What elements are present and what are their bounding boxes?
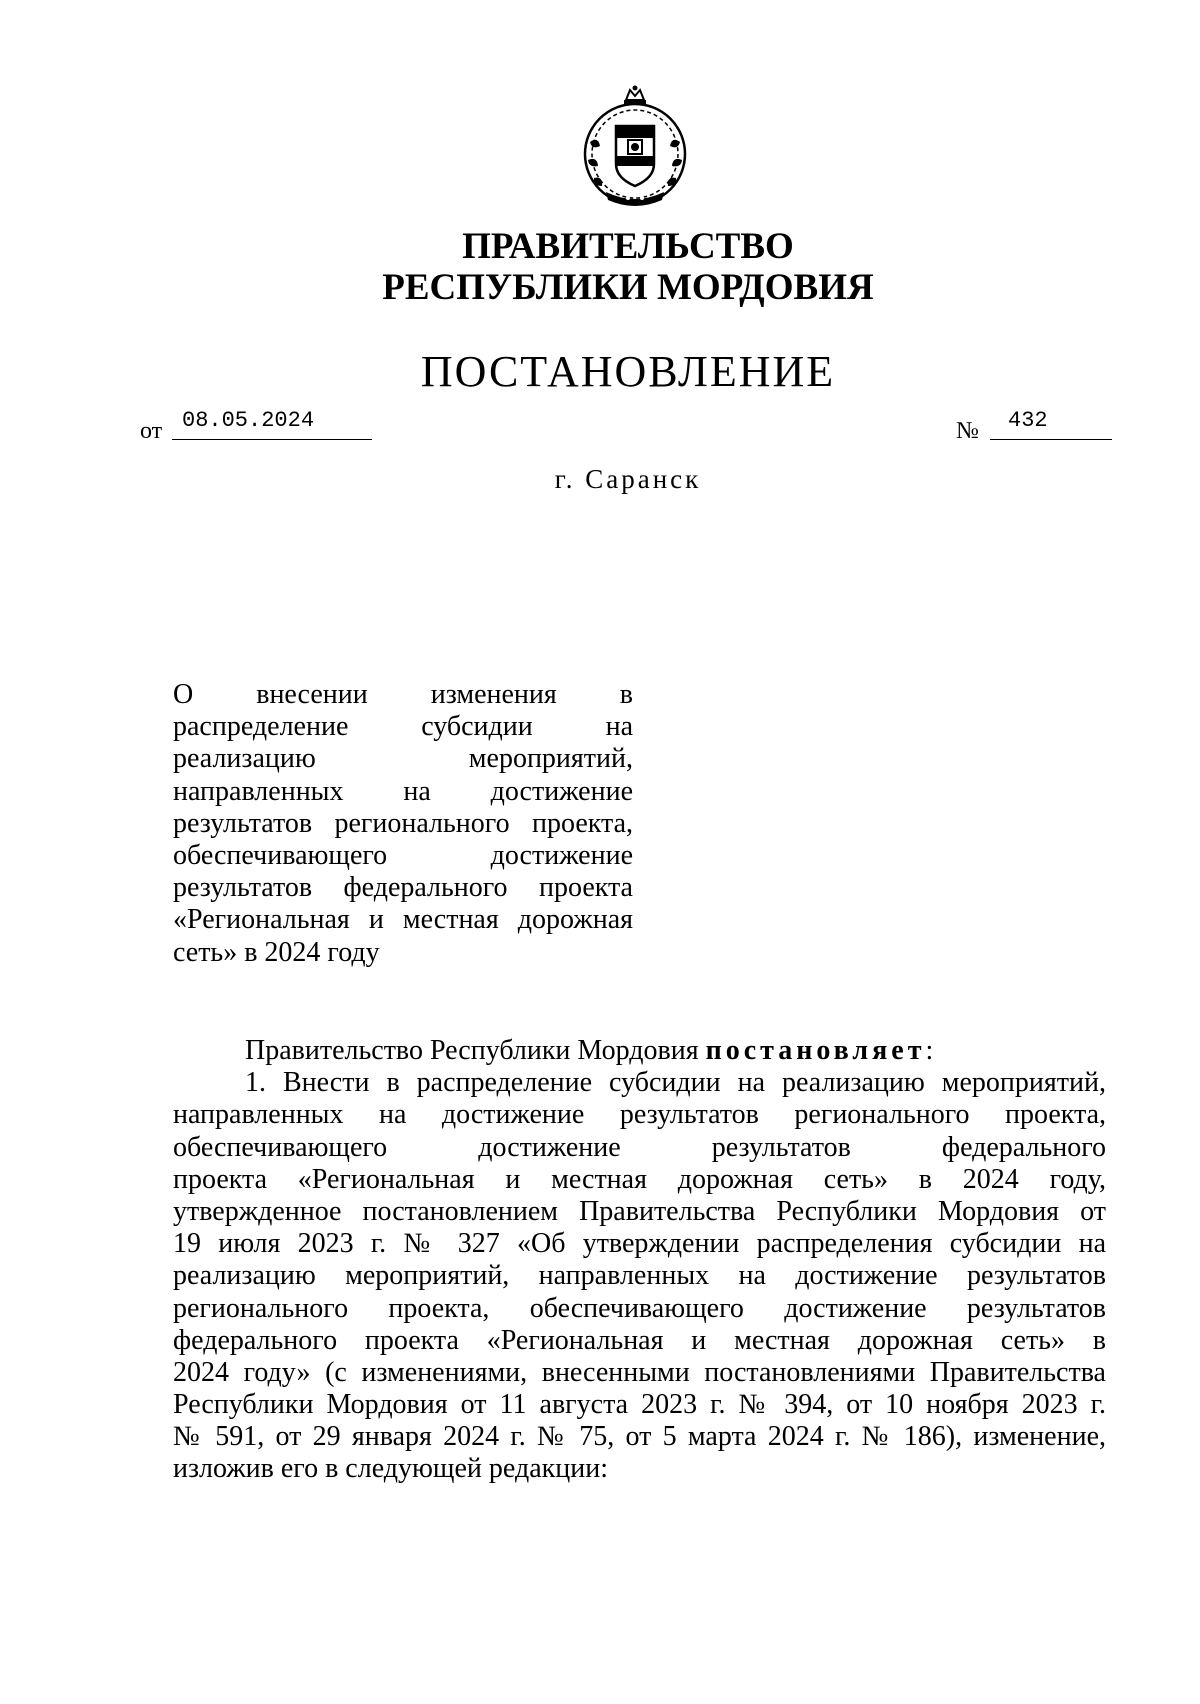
subject-line: сеть» в 2024 году [173, 936, 380, 968]
subject-line: результатов федерального проекта [173, 872, 633, 904]
document-type-title: ПОСТАНОВЛЕНИЕ [420, 347, 836, 396]
intro-suffix: : [925, 1035, 934, 1066]
coat-of-arms-icon [576, 82, 694, 212]
paragraph-line: Республики Мордовия от 11 августа 2023 г. № 394, от 10 ноября 2023 г. [173, 1389, 1106, 1421]
org-name-line1: ПРАВИТЕЛЬСТВО [462, 226, 794, 267]
intro-line [173, 1035, 1106, 1067]
date-label: от [140, 418, 163, 444]
subject-line: «Региональная и местная дорожная [173, 904, 633, 936]
intro-keyword: постановляет [705, 1035, 926, 1066]
paragraph-line: направленных на достижение результатов регионального проекта, [173, 1099, 1106, 1131]
intro-prefix: Правительство Республики Мордовия [245, 1035, 706, 1066]
paragraph-line: № 591, от 29 января 2024 г. № 75, от 5 марта 2024 г. № 186), изменение, [173, 1421, 1106, 1453]
subject-line: О внесении изменения в [173, 679, 633, 710]
number-label: № [956, 418, 979, 444]
subject-line: обеспечивающего достижение [173, 839, 633, 871]
paragraph-line: 19 июля 2023 г. № 327 «Об утверждении распределения субсидии на [173, 1228, 1106, 1260]
subject-line: распределение субсидии на [173, 711, 633, 743]
subject-line: реализацию мероприятий, [173, 743, 633, 775]
paragraph-line: регионального проекта, обеспечивающего достижение результатов [173, 1292, 1106, 1324]
subject-line: направленных на достижение [173, 775, 633, 807]
subject-line: результатов регионального проекта, [173, 807, 633, 839]
document-date: 08.05.2024 [172, 408, 372, 440]
paragraph-line: 2024 году» (с изменениями, внесенными постановлениями Правительства [173, 1356, 1106, 1388]
paragraph-line: утвержденное постановлением Правительства Республики Мордовия от [173, 1195, 1106, 1227]
org-name-line2: РЕСПУБЛИКИ МОРДОВИЯ [382, 267, 874, 308]
document-body [173, 1035, 1106, 1486]
paragraph-line: проекта «Региональная и местная дорожная сеть» в 2024 году, [173, 1163, 1106, 1195]
document-number: 432 [990, 408, 1112, 440]
paragraph-line: обеспечивающего достижение результатов федерального [173, 1131, 1106, 1163]
document-subject [173, 679, 633, 969]
paragraph-line: реализацию мероприятий, направленных на достижение результатов [173, 1260, 1106, 1292]
paragraph-line: федерального проекта «Региональная и местная дорожная сеть» в [173, 1324, 1106, 1356]
paragraph-line: 1. Внести в распределение субсидии на реализацию мероприятий, [245, 1067, 1106, 1099]
paragraph-line: изложив его в следующей редакции: [173, 1453, 608, 1485]
city-name: г. Саранск [554, 464, 702, 494]
